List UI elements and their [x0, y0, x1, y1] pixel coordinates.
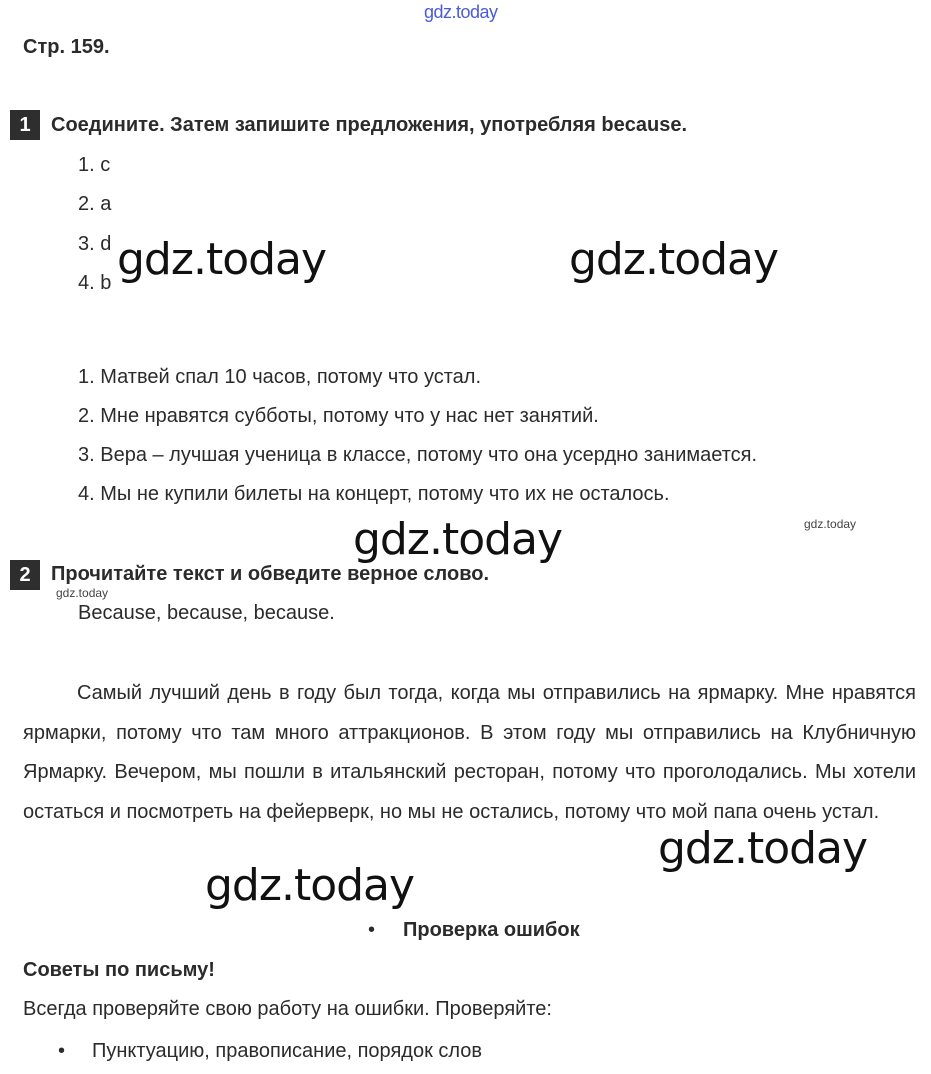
- watermark-top: gdz.today: [424, 2, 498, 22]
- sentence-3: 3. Вера – лучшая ученица в классе, потому что она усердно занимается.: [78, 444, 758, 466]
- sentence-2: 2. Мне нравятся субботы, потому что у нас нет занятий.: [78, 405, 599, 427]
- tips-item-1: Пунктуацию, правописание, порядок слов: [92, 1040, 483, 1062]
- match-item-2: 2. a: [78, 193, 112, 215]
- watermark-small-1: gdz.today: [804, 517, 857, 531]
- watermark-big-4: gdz.today: [658, 823, 868, 874]
- story-text: Самый лучший день в году был тогда, когда мы отправились на ярмарку. Мне нравятся ярмарки, потому что там много аттракционов. В этом году мы отправились на Клубничную Ярмарку. Вечером, мы пошли в итальянский ресторан, потому что проголодались. Мы хотели остаться и посмотреть на фейерверк, но мы не остались, потому что мой папа очень устал.: [23, 682, 916, 823]
- task-2-title: Прочитайте текст и обведите верное слово.: [51, 563, 490, 585]
- page-number: Стр. 159.: [23, 36, 110, 58]
- tips-intro: Всегда проверяйте свою работу на ошибки. Проверяйте:: [23, 998, 552, 1020]
- match-item-3: 3. d: [78, 233, 112, 255]
- section-bullet: •: [368, 919, 376, 941]
- task-1-number: 1: [10, 110, 40, 140]
- task-1-title: Соедините. Затем запишите предложения, употребляя because.: [51, 114, 688, 136]
- tips-title: Советы по письму!: [23, 959, 215, 981]
- watermark-big-3: gdz.today: [353, 514, 563, 565]
- section-heading: Проверка ошибок: [403, 919, 580, 941]
- match-item-1: 1. c: [78, 154, 111, 176]
- tips-bullet: •: [58, 1040, 66, 1062]
- sentence-4: 4. Мы не купили билеты на концерт, потому что их не осталось.: [78, 483, 670, 505]
- task-2-number: 2: [10, 560, 40, 590]
- watermark-small-2: gdz.today: [56, 586, 109, 600]
- watermark-big-1: gdz.today: [117, 234, 327, 285]
- match-item-4: 4. b: [78, 272, 112, 294]
- sentence-1: 1. Матвей спал 10 часов, потому что устал.: [78, 366, 482, 388]
- story-paragraph: [23, 674, 916, 832]
- task-2-answer: Because, because, because.: [78, 602, 335, 624]
- watermark-big-2: gdz.today: [569, 234, 779, 285]
- watermark-big-5: gdz.today: [205, 860, 415, 911]
